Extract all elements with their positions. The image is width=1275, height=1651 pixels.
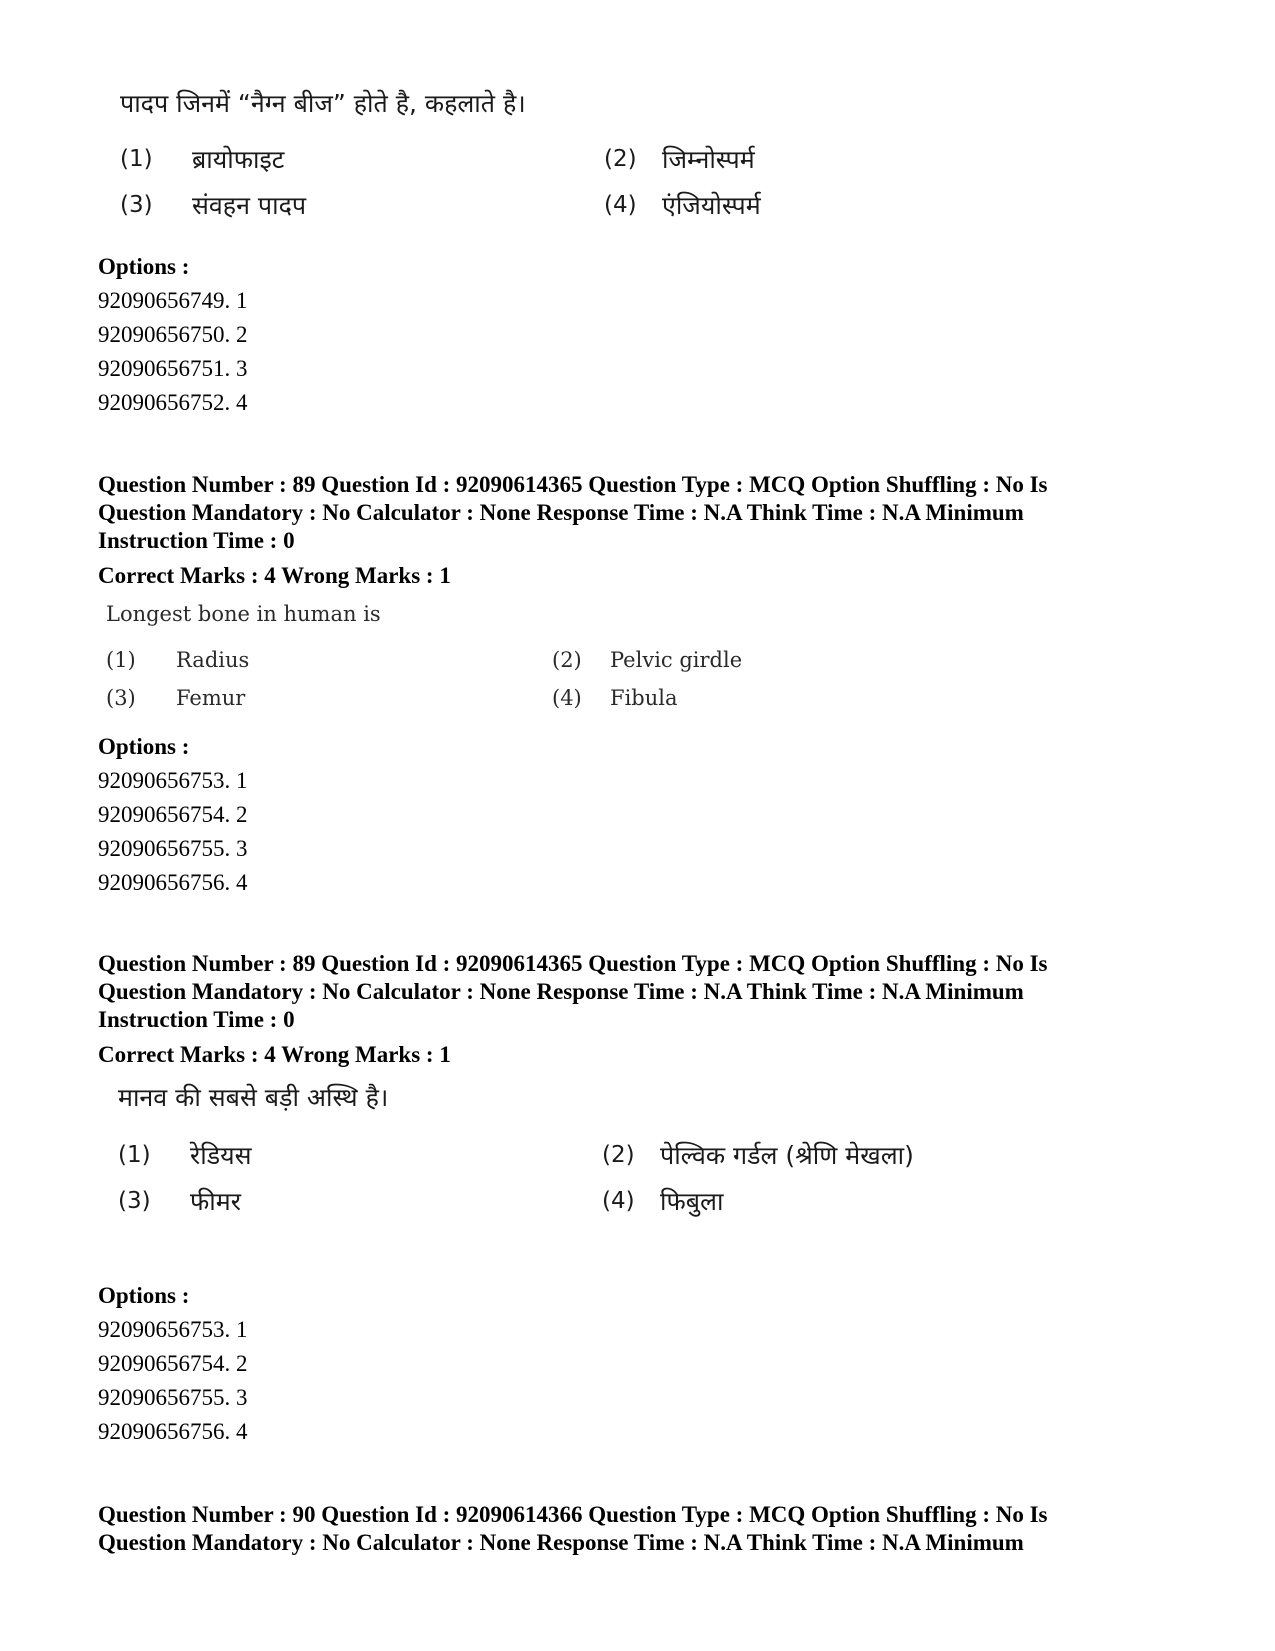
q89-english-question-image xyxy=(106,602,786,712)
option-id-line: 92090656754. 2 xyxy=(98,802,248,827)
q89-option-1-text: Radius xyxy=(176,648,250,672)
question-meta-line: Instruction Time : 0 xyxy=(98,528,295,553)
options-heading: Options : xyxy=(98,254,190,279)
q88-option-4-number: (4) xyxy=(604,192,637,218)
q88-option-2-text: जिम्नोस्पर्म xyxy=(662,145,755,174)
options-list-q88 xyxy=(98,250,248,420)
q89-option-1-number: (1) xyxy=(106,648,136,672)
q88-option-1-text: ब्रायोफाइट xyxy=(192,145,285,174)
options-heading: Options : xyxy=(98,734,190,759)
q89-hindi-option-2-text: पेल्विक गर्डल (श्रेणि मेखला) xyxy=(660,1141,914,1170)
q89-hindi-option-1-text: रेडियस xyxy=(190,1141,252,1170)
options-list-q89-en xyxy=(98,730,248,900)
option-id-line: 92090656755. 3 xyxy=(98,836,248,861)
q88-option-2-number: (2) xyxy=(604,146,637,172)
question-89-hi-meta xyxy=(98,950,1178,1069)
q89-option-3-number: (3) xyxy=(106,686,136,710)
q88-option-4-text: एंजियोस्पर्म xyxy=(662,191,761,220)
q89-hindi-option-2-number: (2) xyxy=(602,1142,635,1168)
question-meta-line: Instruction Time : 0 xyxy=(98,1007,295,1032)
question-meta-line: Question Mandatory : No Calculator : None Response Time : N.A Think Time : N.A Minimum xyxy=(98,1530,1024,1555)
question-meta-line: Question Number : 90 Question Id : 92090614366 Question Type : MCQ Option Shuffling : No Is xyxy=(98,1502,1048,1527)
option-id-line: 92090656756. 4 xyxy=(98,870,248,895)
q88-option-3-number: (3) xyxy=(120,192,153,218)
marks-line: Correct Marks : 4 Wrong Marks : 1 xyxy=(98,563,451,588)
option-id-line: 92090656753. 1 xyxy=(98,1317,248,1342)
question-meta-line: Question Number : 89 Question Id : 92090614365 Question Type : MCQ Option Shuffling : No Is xyxy=(98,472,1048,497)
q89-question-stem: Longest bone in human is xyxy=(106,602,381,626)
options-heading: Options : xyxy=(98,1283,190,1308)
q89-hindi-option-1-number: (1) xyxy=(118,1142,151,1168)
option-id-line: 92090656755. 3 xyxy=(98,1385,248,1410)
q89-option-2-text: Pelvic girdle xyxy=(610,648,743,672)
q89-hindi-question-image xyxy=(118,1078,938,1228)
q89-option-4-text: Fibula xyxy=(610,686,678,710)
q88-hindi-question-image xyxy=(120,84,820,234)
question-meta-line: Question Mandatory : No Calculator : None Response Time : N.A Think Time : N.A Minimum xyxy=(98,500,1024,525)
q89-hindi-option-3-number: (3) xyxy=(118,1188,151,1214)
options-list-q89-hi xyxy=(98,1279,248,1449)
option-id-line: 92090656754. 2 xyxy=(98,1351,248,1376)
option-id-line: 92090656756. 4 xyxy=(98,1419,248,1444)
option-id-line: 92090656750. 2 xyxy=(98,322,248,347)
question-90-meta xyxy=(98,1501,1178,1557)
q89-option-2-number: (2) xyxy=(552,648,582,672)
option-id-line: 92090656752. 4 xyxy=(98,390,248,415)
option-id-line: 92090656751. 3 xyxy=(98,356,248,381)
option-id-line: 92090656749. 1 xyxy=(98,288,248,313)
q89-option-3-text: Femur xyxy=(176,686,246,710)
marks-line: Correct Marks : 4 Wrong Marks : 1 xyxy=(98,1042,451,1067)
q89-hindi-question-stem: मानव की सबसे बड़ी अस्थि है। xyxy=(118,1083,389,1112)
question-meta-line: Question Number : 89 Question Id : 92090614365 Question Type : MCQ Option Shuffling : No Is xyxy=(98,951,1048,976)
q88-option-1-number: (1) xyxy=(120,146,153,172)
q89-hindi-option-4-text: फिबुला xyxy=(660,1187,724,1216)
q89-option-4-number: (4) xyxy=(552,686,582,710)
q89-hindi-option-4-number: (4) xyxy=(602,1188,635,1214)
q89-hindi-option-3-text: फीमर xyxy=(190,1187,241,1216)
option-id-line: 92090656753. 1 xyxy=(98,768,248,793)
question-89-en-meta xyxy=(98,471,1178,590)
q88-option-3-text: संवहन पादप xyxy=(192,191,307,220)
q88-question-stem: पादप जिनमें “नैग्न बीज” होते है, कहलाते है। xyxy=(120,89,526,118)
question-meta-line: Question Mandatory : No Calculator : None Response Time : N.A Think Time : N.A Minimum xyxy=(98,979,1024,1004)
